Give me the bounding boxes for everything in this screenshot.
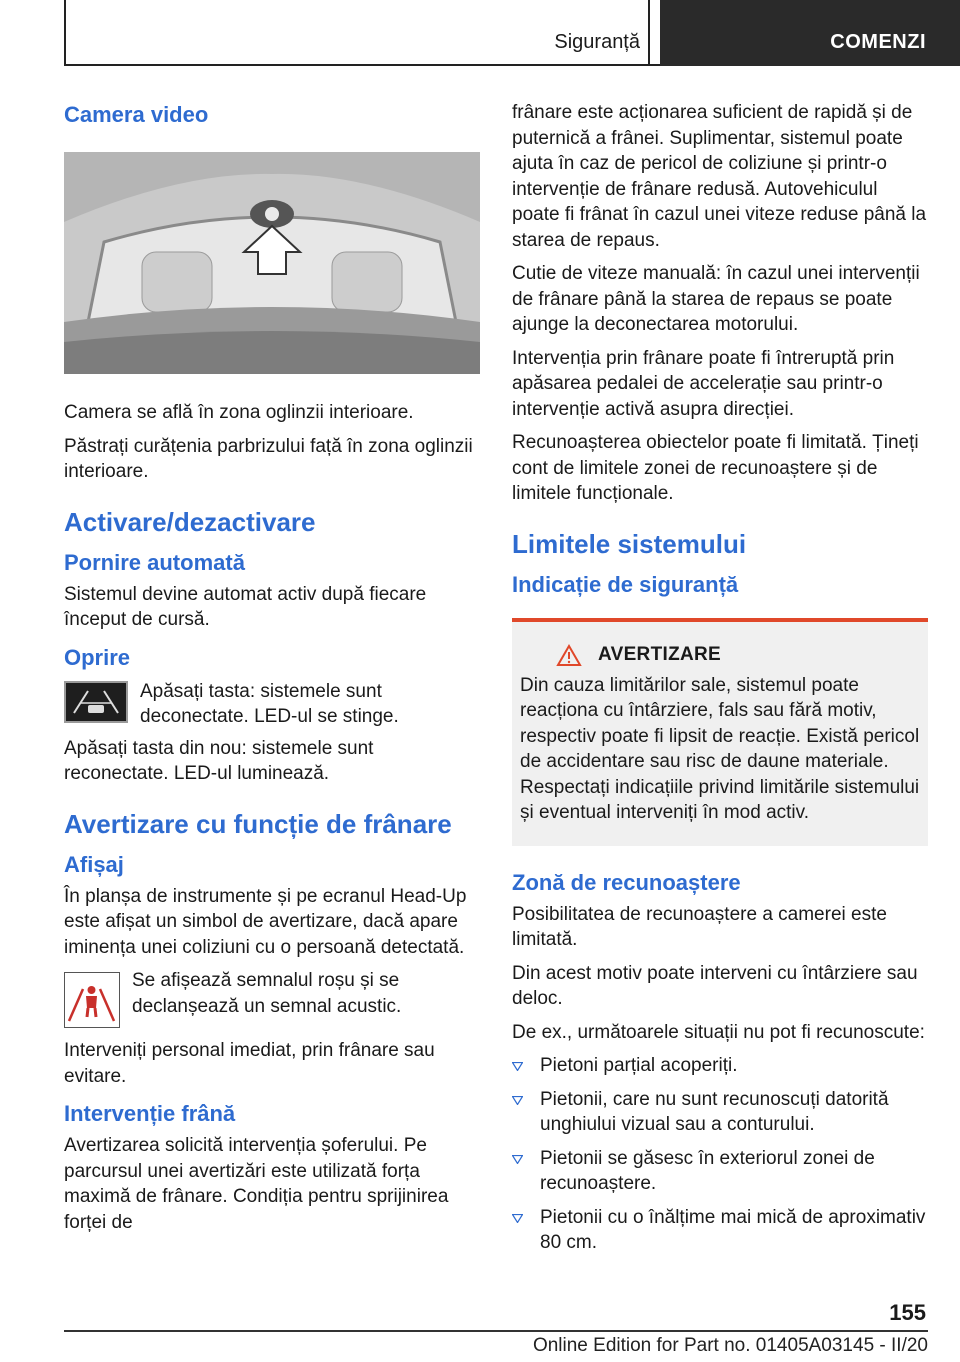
list-item-text: Pietoni parțial acoperiți. <box>540 1055 738 1076</box>
off-instruction <box>64 679 480 730</box>
heading-system-limits: Limitele sistemului <box>512 528 747 559</box>
bullet-triangle-icon <box>512 1062 523 1071</box>
pedestrian-warning-icon <box>64 972 120 1028</box>
manual-gearbox-text: Cutie de viteze manuală: în cazul unei intervenții de frânare până la starea de repaus se poate ajunge la deconectarea motorului. <box>512 263 920 335</box>
list-item <box>512 1146 928 1197</box>
zone-text-3: De ex., următoarele situații nu pot fi recunoscute: <box>512 1021 925 1043</box>
page-number: 155 <box>889 1300 926 1325</box>
warning-triangle-icon <box>556 644 582 667</box>
camera-clean-text: Păstrați curățenia parbrizului față în zona oglinzii interioare. <box>64 435 473 482</box>
brake-continued-text: frânare este acționarea suficient de rapidă și de puternică a frânei. Suplimentar, sistemul poate ajuta în caz de pericol de coliziune și printr-o intervenție de frânare redusă. Autovehiculul poate fi frânat în cazul unei viteze reduse până la starea de repaus. <box>512 102 927 251</box>
heading-safety-note: Indicație de siguranță <box>512 571 739 597</box>
pedestrian-button-icon <box>64 681 128 723</box>
page-header <box>0 0 960 66</box>
list-item-text: Pietonii cu o înălțime mai mică de aproximativ 80 cm. <box>540 1206 926 1253</box>
bullet-triangle-icon <box>512 1214 523 1223</box>
heading-activation: Activare/dezactivare <box>64 506 316 537</box>
heading-brake-warning: Avertizare cu funcție de frânare <box>64 808 452 839</box>
signal-text: Se afișează semnalul roșu și se declanșează un semnal acustic. <box>132 970 402 1017</box>
warning-header <box>556 644 920 667</box>
list-item-text: Pietonii se găsesc în exteriorul zonei de recunoaștere. <box>540 1147 875 1194</box>
heading-brake-intervention: Intervenție frână <box>64 1101 236 1126</box>
heading-camera: Camera video <box>64 102 209 127</box>
signal-instruction <box>64 968 480 1028</box>
interrupt-text: Intervenția prin frânare poate fi întreruptă prin apăsarea pedalei de accelerație sau printr-o intervenție activă asupra direcției. <box>512 347 895 420</box>
header-section-label: Siguranță <box>554 31 640 53</box>
camera-photo <box>64 152 480 374</box>
header-chapter-tab: COMENZI <box>660 0 960 66</box>
zone-text-2: Din acest motiv poate interveni cu întârziere sau deloc. <box>512 962 918 1009</box>
list-item <box>512 1087 928 1138</box>
header-rule-bottom <box>64 64 660 66</box>
list-item <box>512 1205 928 1256</box>
header-rule-left <box>64 0 66 66</box>
display-text: În planșa de instrumente și pe ecranul Head-Up este afișat un simbol de avertizare, dacă apare iminența unei coliziuni cu o persoană detectată. <box>64 885 467 958</box>
auto-start-text: Sistemul devine automat activ după fiecare început de cursă. <box>64 583 427 630</box>
heading-display: Afișaj <box>64 851 124 877</box>
bullet-triangle-icon <box>512 1096 523 1105</box>
left-column <box>64 96 480 1243</box>
header-rule-mid <box>648 0 650 66</box>
right-column <box>512 100 928 1264</box>
warning-text: Din cauza limitărilor sale, sistemul poate reacționa cu întârziere, fals sau fără motiv, respectiv poate fi lipsit de reacție. Există pericol de accidentare sau risc de daune materiale. Respectați indicațiile privind limitările sistemului și eventual interveniți în mod activ. <box>520 674 920 823</box>
zone-text-1: Posibilitatea de recunoaștere a camerei este limitată. <box>512 903 887 950</box>
intervene-text: Interveniți personal imediat, prin frânare sau evitare. <box>64 1040 435 1087</box>
footer-edition: Online Edition for Part no. 01405A03145 - II/20 <box>532 1335 928 1356</box>
bullet-triangle-icon <box>512 1155 523 1164</box>
camera-location-text: Camera se află în zona oglinzii interioare. <box>64 402 414 423</box>
heading-off: Oprire <box>64 644 131 670</box>
heading-recognition-zone: Zonă de recunoaștere <box>512 869 741 895</box>
list-item-text: Pietonii, care nu sunt recunoscuți datorită unghiului vizual sau a conturului. <box>540 1088 889 1135</box>
limitations-list <box>512 1053 928 1256</box>
recognition-limits-text: Recunoașterea obiectelor poate fi limitată. Țineți cont de limitele zonei de recunoaștere și de limitele funcționale. <box>512 432 919 504</box>
warning-title: AVERTIZARE <box>598 644 721 665</box>
off-text: Apăsați tasta: sistemele sunt deconectate. LED-ul se stinge. <box>140 680 399 727</box>
reconnect-text: Apăsați tasta din nou: sistemele sunt reconectate. LED-ul luminează. <box>64 737 374 784</box>
heading-auto-start: Pornire automată <box>64 549 245 575</box>
warning-box <box>512 618 928 846</box>
footer-rule <box>64 1330 928 1332</box>
list-item <box>512 1053 928 1079</box>
brake-intervention-text: Avertizarea solicită intervenția șoferului. Pe parcursul unei avertizări este utilizată forța maximă de frânare. Condiția pentru sprijinirea forței de <box>64 1135 449 1233</box>
